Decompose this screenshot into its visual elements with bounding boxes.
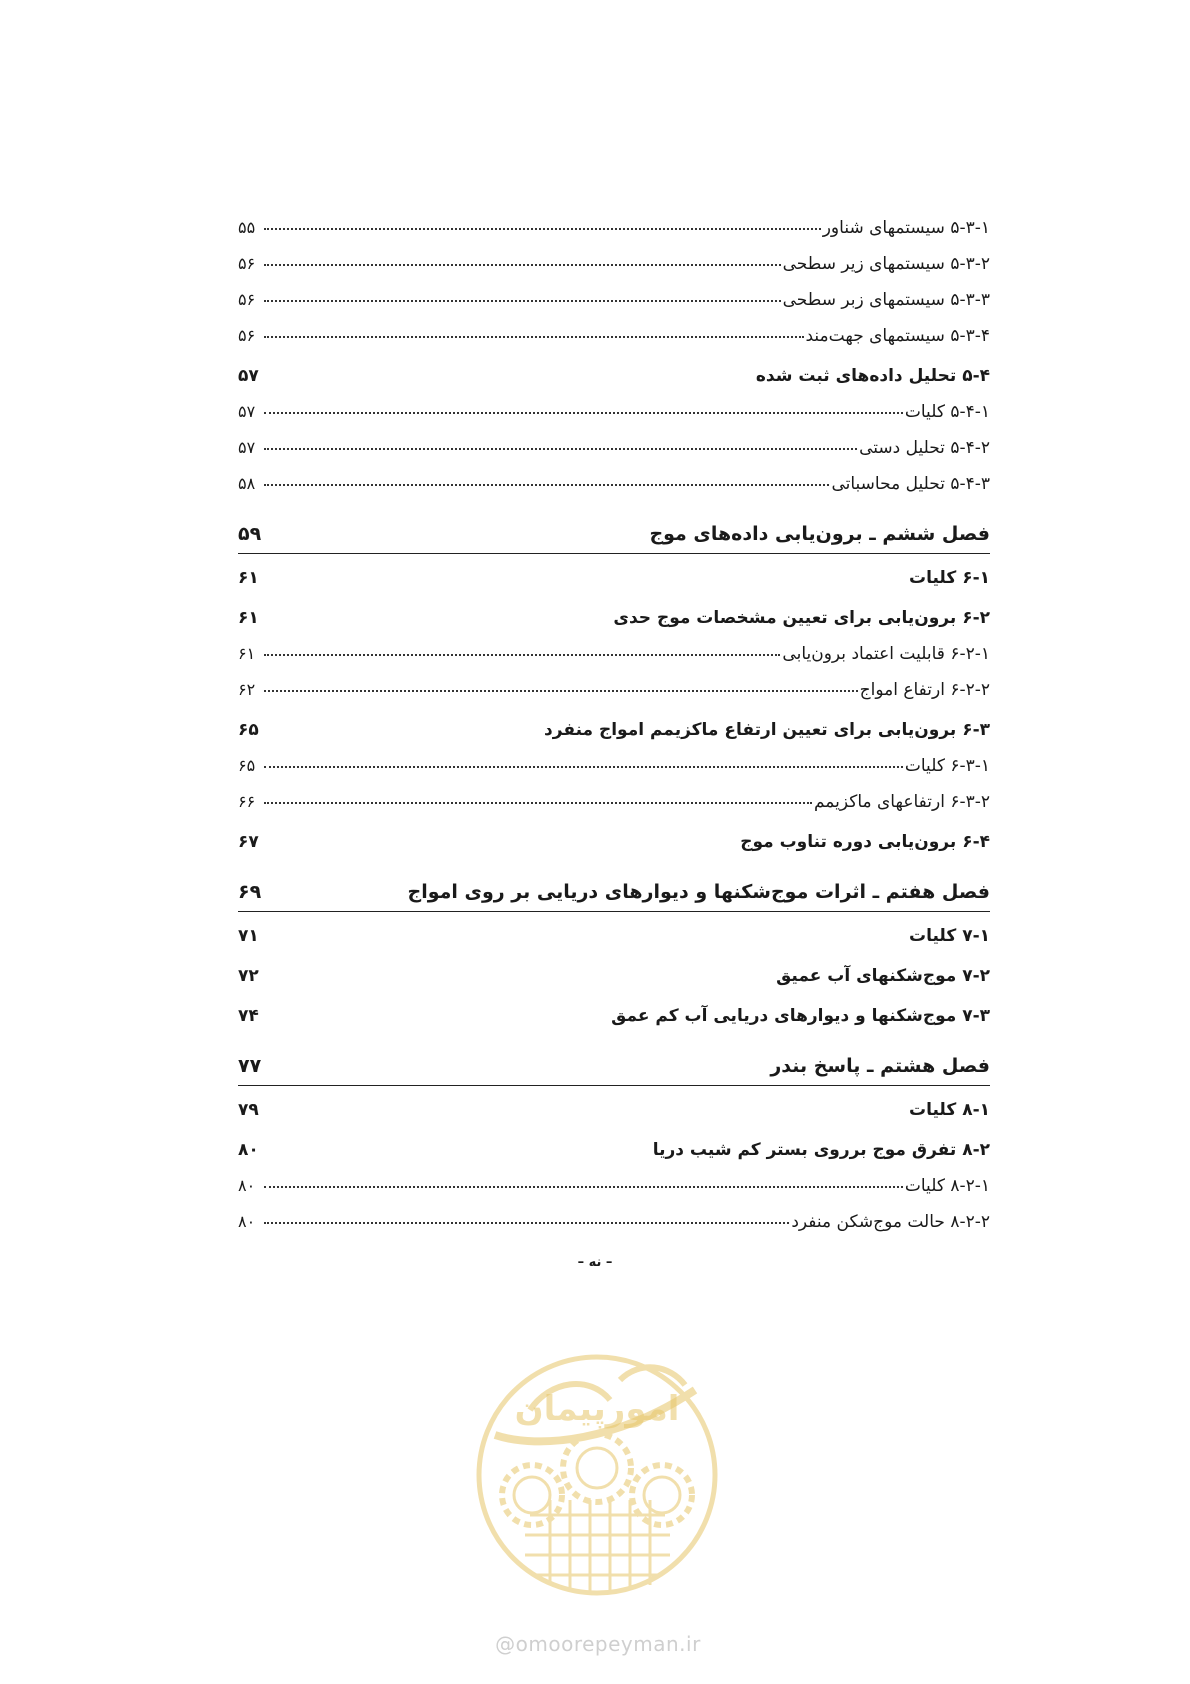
toc-section-row bbox=[238, 600, 990, 636]
toc-entry-title: ۵-۳-۳ سیستمهای زبر سطحی bbox=[782, 290, 990, 310]
toc-page-number: ۶۲ bbox=[238, 680, 256, 699]
toc-page-number: ۷۴ bbox=[238, 1006, 259, 1026]
dot-leader bbox=[264, 227, 821, 230]
toc-sub-row bbox=[238, 1168, 990, 1204]
toc-chapter-row bbox=[238, 872, 990, 912]
toc-section-row bbox=[238, 1092, 990, 1128]
toc-page-number: ۶۱ bbox=[238, 608, 259, 628]
watermark-url: @omoorepeyman.ir bbox=[495, 1632, 701, 1656]
dot-leader bbox=[264, 653, 780, 656]
toc-section-row bbox=[238, 712, 990, 748]
toc-entry-title: ۶-۱ کلیات bbox=[909, 568, 990, 588]
toc-entry-title: ۶-۴ برون‌یابی دوره تناوب موج bbox=[740, 832, 990, 852]
toc-section-row bbox=[238, 560, 990, 596]
toc-page-number: ۸۰ bbox=[238, 1140, 259, 1160]
toc-sub-row bbox=[238, 318, 990, 354]
toc-entry-title: ۵-۴-۱ کلیات bbox=[904, 402, 990, 422]
toc-sub-row bbox=[238, 672, 990, 708]
dot-leader bbox=[264, 1185, 903, 1188]
toc-sub-row bbox=[238, 466, 990, 502]
dot-leader bbox=[264, 801, 812, 804]
toc-section-row bbox=[238, 824, 990, 860]
toc-entry-title: فصل ششم ـ برون‌یابی داده‌های موج bbox=[649, 523, 990, 545]
toc-page-number: ۸۰ bbox=[238, 1212, 256, 1231]
dot-leader bbox=[264, 447, 857, 450]
toc-page-number: ۵۹ bbox=[238, 523, 262, 545]
toc-entry-title: ۶-۲ برون‌یابی برای تعیین مشخصات موج حدی bbox=[613, 608, 990, 628]
table-of-contents bbox=[238, 210, 990, 1240]
toc-page-number: ۶۵ bbox=[238, 720, 259, 740]
toc-sub-row bbox=[238, 784, 990, 820]
toc-entry-title: ۵-۴ تحلیل داده‌های ثبت شده bbox=[755, 366, 990, 386]
toc-sub-row bbox=[238, 636, 990, 672]
toc-entry-title: ۵-۴-۳ تحلیل محاسباتی bbox=[831, 474, 990, 494]
toc-sub-row bbox=[238, 210, 990, 246]
toc-entry-title: فصل هفتم ـ اثرات موج‌شکنها و دیوارهای دریایی بر روی امواج bbox=[407, 881, 990, 903]
toc-page-number: ۶۹ bbox=[238, 881, 262, 903]
toc-sub-row bbox=[238, 246, 990, 282]
toc-entry-title: ۵-۳-۱ سیستمهای شناور bbox=[822, 218, 990, 238]
dot-leader bbox=[264, 335, 804, 338]
toc-entry-title: ۵-۴-۲ تحلیل دستی bbox=[859, 438, 990, 458]
toc-entry-title: ۶-۳ برون‌یابی برای تعیین ارتفاع ماکزیمم امواج منفرد bbox=[544, 720, 990, 740]
toc-sub-row bbox=[238, 1204, 990, 1240]
toc-sub-row bbox=[238, 748, 990, 784]
toc-page-number: ۵۶ bbox=[238, 326, 256, 345]
dot-leader bbox=[264, 1221, 789, 1224]
dot-leader bbox=[264, 689, 858, 692]
toc-page-number: ۷۲ bbox=[238, 966, 259, 986]
toc-page-number: ۷۷ bbox=[238, 1055, 262, 1077]
toc-entry-title: ۷-۲ موج‌شکنهای آب عمیق bbox=[776, 966, 990, 986]
watermark-logo-text: امورپیمان bbox=[514, 1389, 680, 1429]
toc-page-number: ۵۶ bbox=[238, 290, 256, 309]
toc-entry-title: ۸-۲-۲ حالت موج‌شکن منفرد bbox=[791, 1212, 990, 1232]
toc-entry-title: فصل هشتم ـ پاسخ بندر bbox=[770, 1055, 990, 1077]
toc-page-number: ۶۱ bbox=[238, 568, 259, 588]
toc-page-number: ۷۹ bbox=[238, 1100, 259, 1120]
toc-sub-row bbox=[238, 282, 990, 318]
page-number-footer: – نه – bbox=[577, 1255, 613, 1270]
toc-entry-title: ۷-۱ کلیات bbox=[909, 926, 990, 946]
toc-entry-title: ۵-۳-۴ سیستمهای جهت‌مند bbox=[805, 326, 990, 346]
toc-section-row bbox=[238, 918, 990, 954]
toc-page-number: ۵۷ bbox=[238, 366, 259, 386]
toc-sub-row bbox=[238, 394, 990, 430]
toc-entry-title: ۸-۲-۱ کلیات bbox=[904, 1176, 990, 1196]
toc-page-number: ۶۵ bbox=[238, 756, 256, 775]
toc-entry-title: ۵-۳-۲ سیستمهای زیر سطحی bbox=[782, 254, 990, 274]
toc-entry-title: ۸-۲ تفرق موج برروی بستر کم شیب دریا bbox=[652, 1140, 990, 1160]
toc-page-number: ۶۱ bbox=[238, 644, 256, 663]
toc-page-number: ۵۶ bbox=[238, 254, 256, 273]
toc-page-number: ۵۷ bbox=[238, 438, 256, 457]
toc-entry-title: ۶-۳-۲ ارتفاعهای ماکزیمم bbox=[813, 792, 990, 812]
dot-leader bbox=[264, 483, 829, 486]
dot-leader bbox=[264, 765, 903, 768]
dot-leader bbox=[264, 263, 781, 266]
toc-section-row bbox=[238, 998, 990, 1034]
toc-page-number: ۶۶ bbox=[238, 792, 256, 811]
toc-page-number: ۵۷ bbox=[238, 402, 256, 421]
toc-chapter-row bbox=[238, 1046, 990, 1086]
toc-page-number: ۶۷ bbox=[238, 832, 259, 852]
dot-leader bbox=[264, 299, 781, 302]
toc-page-number: ۸۰ bbox=[238, 1176, 256, 1195]
toc-entry-title: ۷-۳ موج‌شکنها و دیوارهای دریایی آب کم عمق bbox=[611, 1006, 990, 1026]
toc-section-row bbox=[238, 1132, 990, 1168]
toc-page-number: ۷۱ bbox=[238, 926, 259, 946]
toc-entry-title: ۸-۱ کلیات bbox=[909, 1100, 990, 1120]
toc-entry-title: ۶-۲-۲ ارتفاع امواج bbox=[859, 680, 990, 700]
toc-section-row bbox=[238, 958, 990, 994]
toc-page-number: ۵۵ bbox=[238, 218, 256, 237]
toc-entry-title: ۶-۳-۱ کلیات bbox=[904, 756, 990, 776]
watermark-logo bbox=[470, 1340, 725, 1620]
toc-page-number: ۵۸ bbox=[238, 474, 256, 493]
toc-entry-title: ۶-۲-۱ قابلیت اعتماد برون‌یابی bbox=[782, 644, 990, 664]
toc-sub-row bbox=[238, 430, 990, 466]
dot-leader bbox=[264, 411, 903, 414]
toc-chapter-row bbox=[238, 514, 990, 554]
toc-section-row bbox=[238, 358, 990, 394]
